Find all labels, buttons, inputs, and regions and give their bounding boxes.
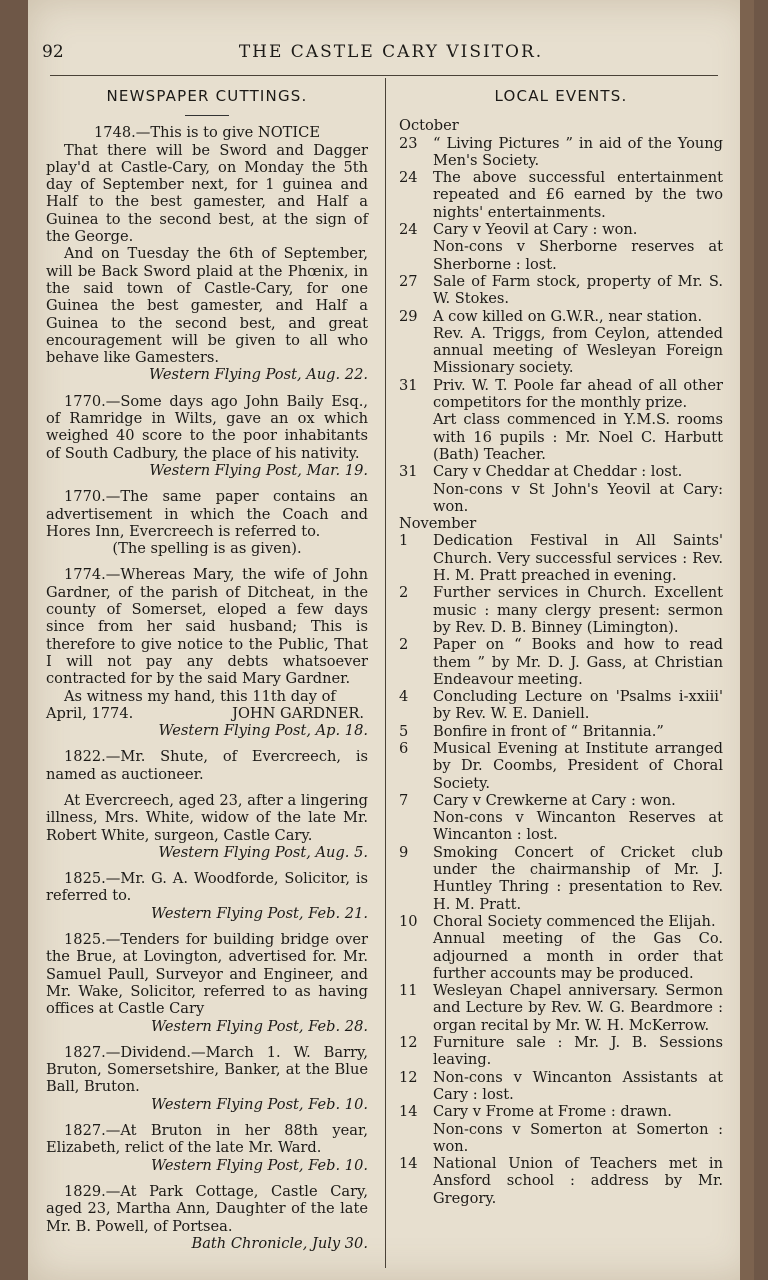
cutting-source: Western Flying Post, Mar. 19. — [149, 461, 368, 479]
event-text — [433, 792, 723, 844]
event-item — [399, 273, 723, 308]
event-line: A cow killed on G.W.R., near station. — [433, 307, 703, 325]
event-item — [399, 221, 723, 273]
page-header — [28, 42, 754, 70]
event-line: Choral Society commenced the Elijah. — [433, 912, 716, 930]
event-day: 14 — [399, 1155, 418, 1173]
cutting-entry — [46, 931, 368, 1035]
event-text — [433, 169, 723, 221]
event-line: “ Living Pictures ” in aid of the Young Men's Society. — [433, 134, 723, 169]
event-line: Musical Evening at Institute arranged by Dr. Coombs, President of Choral Society. — [433, 739, 723, 792]
cutting-entry — [46, 393, 368, 479]
event-text — [433, 913, 723, 982]
event-day: 14 — [399, 1103, 418, 1121]
cutting-paragraph: 1822.—Mr. Shute, of Evercreech, is named as auctioneer. — [46, 748, 368, 783]
cuttings-list — [46, 124, 368, 1252]
cutting-entry — [46, 488, 368, 557]
month-label: October — [399, 117, 459, 135]
event-day: 27 — [399, 272, 418, 290]
event-text — [433, 308, 723, 377]
event-line: Further services in Church. Excellent music : many clergy present: sermon by Rev. D. B. Binney (Limington). — [433, 584, 723, 636]
cutting-paragraph: And on Tuesday the 6th of September, will be Back Sword plaid at the Phœnix, in the said town of Castle-Cary, for one Guinea the best gamester, and Half a Guinea to the second best, and great encouragement will be given to all who behave like Gamesters. — [46, 245, 368, 367]
cutting-entry — [46, 124, 368, 383]
heading-rule — [185, 115, 229, 116]
cutting-paragraph: 1827.—Dividend.—March 1. W. Barry, Bruton, Somersetshire, Banker, at the Blue Ball, Bruton. — [46, 1043, 368, 1096]
event-line: Art class commenced in Y.M.S. rooms with 16 pupils : Mr. Noel C. Harbutt (Bath) Teacher. — [433, 411, 723, 463]
cutting-paragraph: As witness my hand, this 11th day of — [64, 687, 336, 705]
cutting-source: Bath Chronicle, July 30. — [191, 1234, 368, 1252]
cutting-paragraph: 1774.—Whereas Mary, the wife of John Gardner, of the parish of Ditcheat, in the county of Somerset, eloped a few days since from her said husband; This is therefore to give notice to the Public, That I will not pay any debts whatsoever contracted for by the said Mary Gardner. — [46, 566, 368, 688]
events-list — [399, 117, 723, 1207]
event-item — [399, 463, 723, 515]
cutting-entry — [46, 748, 368, 783]
event-day: 31 — [399, 463, 418, 481]
event-line: Cary v Cheddar at Cheddar : lost. — [433, 463, 683, 481]
event-text — [433, 1103, 723, 1155]
event-item — [399, 792, 723, 844]
cutting-entry — [46, 1122, 368, 1174]
event-text — [433, 532, 723, 584]
cutting-source: Western Flying Post, Feb. 10. — [151, 1095, 368, 1113]
event-text — [433, 221, 723, 273]
event-item — [399, 1034, 723, 1069]
event-item — [399, 723, 723, 740]
local-events-column — [399, 88, 723, 1207]
cutting-paragraph: 1770.—Some days ago John Baily Esq., of Ramridge in Wilts, gave an ox which weighed 40 score to the poor inhabitants of South Cadbury, the place of his nativity. — [46, 392, 368, 462]
event-item — [399, 377, 723, 463]
cutting-source: Western Flying Post, Ap. 18. — [158, 722, 368, 740]
event-day: 2 — [399, 584, 409, 602]
event-day: 4 — [399, 688, 409, 706]
event-day: 31 — [399, 376, 418, 394]
event-item — [399, 982, 723, 1034]
event-line: Sale of Farm stock, property of Mr. S. W. Stokes. — [433, 272, 723, 308]
cutting-paragraph: 1827.—At Bruton in her 88th year, Elizabeth, relict of the late Mr. Ward. — [46, 1122, 368, 1157]
event-day: 12 — [399, 1068, 418, 1086]
cutting-paragraph: 1825.—Mr. G. A. Woodforde, Solicitor, is referred to. — [46, 870, 368, 905]
event-item — [399, 584, 723, 636]
event-text — [433, 1069, 723, 1104]
local-events-heading: LOCAL EVENTS. — [494, 87, 628, 105]
event-line: Smoking Concert of Cricket club under the chairmanship of Mr. J. Huntley Thring : presentation to Rev. H. M. Pratt. — [433, 843, 723, 913]
event-text — [433, 1034, 723, 1069]
event-text — [433, 723, 723, 740]
cutting-note: (The spelling is as given). — [112, 540, 302, 558]
event-line: The above successful entertainment repeated and £6 earned by the two nights' entertainments. — [433, 169, 723, 221]
event-text — [433, 135, 723, 170]
cutting-entry — [46, 1183, 368, 1252]
event-text — [433, 982, 723, 1034]
cutting-entry — [46, 870, 368, 922]
event-text — [433, 740, 723, 792]
event-line: Non-cons v Sherborne reserves at Sherborne : lost. — [433, 238, 723, 273]
event-item — [399, 169, 723, 221]
event-item — [399, 913, 723, 982]
column-divider — [385, 78, 386, 1268]
signature-line — [46, 705, 368, 722]
event-line: Cary v Yeovil at Cary : won. — [433, 221, 638, 239]
event-text — [433, 273, 723, 308]
event-day: 2 — [399, 636, 409, 654]
event-text — [433, 463, 723, 515]
page-edge — [740, 0, 754, 1280]
event-line: Non-cons v Wincanton Reserves at Wincanton : lost. — [433, 809, 723, 844]
event-line: Annual meeting of the Gas Co. adjourned a month in order that further accounts may be produced. — [433, 930, 723, 982]
event-item — [399, 688, 723, 723]
event-item — [399, 1155, 723, 1207]
event-line: Concluding Lecture on 'Psalms i-xxiii' by Rev. W. E. Daniell. — [433, 688, 723, 723]
cutting-entry — [46, 792, 368, 861]
month-label: November — [399, 515, 477, 533]
event-day: 12 — [399, 1034, 418, 1052]
event-day: 5 — [399, 722, 409, 740]
newspaper-cuttings-heading: NEWSPAPER CUTTINGS. — [106, 87, 308, 105]
event-text — [433, 688, 723, 723]
cutting-paragraph: That there will be Sword and Dagger play'd at Castle-Cary, on Monday the 5th day of September next, for 1 guinea and Half to the best gamester, and Half a Guinea to the second best, at the sign of the George. — [46, 141, 368, 246]
event-text — [433, 1155, 723, 1207]
event-item — [399, 740, 723, 792]
event-line: Non-cons v Wincanton Assistants at Cary : lost. — [433, 1068, 723, 1103]
event-day: 11 — [399, 982, 418, 1000]
event-line: Rev. A. Triggs, from Ceylon, attended annual meeting of Wesleyan Foreign Missionary society. — [433, 324, 723, 377]
event-day: 10 — [399, 912, 418, 930]
signature-name: JOHN GARDNER. — [232, 704, 364, 722]
event-text — [433, 377, 723, 463]
cutting-paragraph: 1829.—At Park Cottage, Castle Cary, aged 23, Martha Ann, Daughter of the late Mr. B. Powell, of Portsea. — [46, 1182, 368, 1235]
cutting-paragraph: 1748.—This is to give NOTICE — [94, 124, 320, 142]
event-day: 29 — [399, 307, 418, 325]
event-text — [433, 636, 723, 688]
cutting-source: Western Flying Post, Aug. 5. — [158, 843, 368, 861]
cutting-source: Western Flying Post, Feb. 10. — [151, 1156, 368, 1174]
page-number: 92 — [42, 42, 64, 62]
event-line: Bonfire in front of “ Britannia.” — [433, 722, 664, 740]
event-item — [399, 135, 723, 170]
event-item — [399, 1103, 723, 1155]
header-rule — [50, 75, 718, 76]
cutting-source: Western Flying Post, Feb. 28. — [151, 1017, 368, 1035]
event-item — [399, 636, 723, 688]
page — [28, 0, 754, 1280]
cutting-paragraph: 1770.—The same paper contains an advertisement in which the Coach and Hores Inn, Evercreech is referred to. — [46, 488, 368, 540]
event-day: 1 — [399, 532, 409, 550]
event-item — [399, 308, 723, 377]
cutting-paragraph: At Evercreech, aged 23, after a lingering illness, Mrs. White, widow of the late Mr. Robert White, surgeon, Castle Cary. — [46, 791, 368, 844]
cutting-paragraph: 1825.—Tenders for building bridge over the Brue, at Lovington, advertised for. Mr. Samuel Paull, Surveyor and Engineer, and Mr. Wake, Solicitor, referred to as having offices at Castle Cary — [46, 931, 368, 1018]
signature-date: April, 1774. — [46, 704, 134, 722]
event-line: Furniture sale : Mr. J. B. Sessions leaving. — [433, 1034, 723, 1069]
event-line: National Union of Teachers met in Ansford school : address by Mr. Gregory. — [433, 1155, 723, 1207]
event-line: Cary v Crewkerne at Cary : won. — [433, 791, 676, 809]
event-item — [399, 844, 723, 913]
event-day: 23 — [399, 134, 418, 152]
event-text — [433, 584, 723, 636]
event-line: Paper on “ Books and how to read them ” by Mr. D. J. Gass, at Christian Endeavour meeting. — [433, 636, 723, 688]
event-text — [433, 844, 723, 913]
event-item — [399, 1069, 723, 1104]
event-day: 24 — [399, 169, 418, 187]
event-item — [399, 532, 723, 584]
event-line: Cary v Frome at Frome : drawn. — [433, 1103, 672, 1121]
event-line: Non-cons v St John's Yeovil at Cary: won. — [433, 480, 723, 515]
event-line: Non-cons v Somerton at Somerton : won. — [433, 1120, 723, 1155]
event-day: 6 — [399, 739, 409, 757]
event-line: Dedication Festival in All Saints' Church. Very successful services : Rev. H. M. Pratt preached in evening. — [433, 532, 723, 585]
cutting-source: Western Flying Post, Aug. 22. — [149, 366, 368, 384]
cutting-source: Western Flying Post, Feb. 21. — [151, 904, 368, 922]
event-day: 9 — [399, 843, 409, 861]
cutting-entry — [46, 1044, 368, 1113]
event-day: 24 — [399, 221, 418, 239]
cutting-entry — [46, 566, 368, 739]
newspaper-cuttings-column — [46, 88, 368, 1261]
page-title: THE CASTLE CARY VISITOR. — [238, 42, 544, 62]
event-line: Wesleyan Chapel anniversary. Sermon and Lecture by Rev. W. G. Beardmore : organ recital by Mr. W. H. McKerrow. — [433, 982, 723, 1034]
event-line: Priv. W. T. Poole far ahead of all other competitors for the monthly prize. — [433, 376, 723, 412]
event-day: 7 — [399, 791, 409, 809]
